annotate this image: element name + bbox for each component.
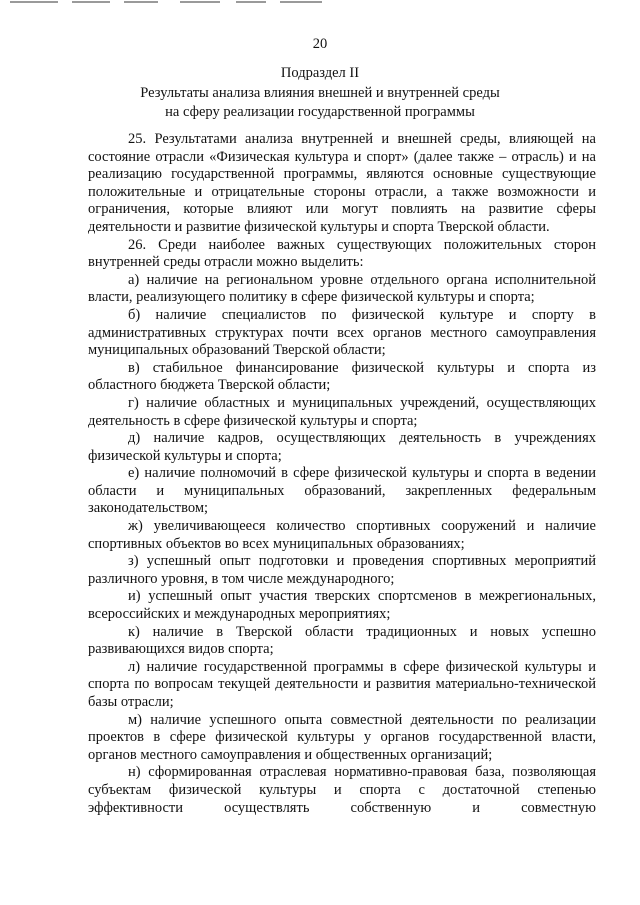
list-item-g: г) наличие областных и муниципальных учреждений, осуществляющих деятельность в сфере физической культуры и спорта; bbox=[88, 394, 596, 429]
paragraph-25: 25. Результатами анализа внутренней и внешней среды, влияющей на состояние отрасли «Физическая культура и спорт» (далее также – отрасль) и на реализацию государственной программы, являются основные существующие положительные и отрицательные стороны отрасли, а также возможности и ограничения, которые влияют или могут повлиять на развитие сферы деятельности и развитие физической культуры и спорта Тверской области. bbox=[88, 131, 596, 235]
list-item-e: е) наличие полномочий в сфере физической культуры и спорта в ведении области и муниципальных образований, закрепленных федеральным законодательством; bbox=[88, 465, 596, 517]
list-item-n: н) сформированная отраслевая нормативно-правовая база, позволяющая субъектам физической культуры и спорта с достаточной степенью эффективности осуществлять собственную и совместную bbox=[88, 764, 596, 816]
list-item-m: м) наличие успешного опыта совместной деятельности по реализации проектов в сфере физической культуры у органов государственной власти, органов местного самоуправления и общественных организаций; bbox=[88, 711, 596, 763]
list-item-d: д) наличие кадров, осуществляющих деятельность в учреждениях физической культуры и спорта; bbox=[88, 430, 596, 464]
section-heading bbox=[100, 64, 540, 123]
list-item-k: к) наличие в Тверской области традиционных и новых успешно развивающихся видов спорта; bbox=[88, 623, 596, 658]
scan-top-edge-marks bbox=[10, 0, 630, 6]
section-heading-line-1: Подраздел II bbox=[280, 65, 360, 81]
document-body bbox=[88, 131, 596, 817]
section-heading-line-3: на сферу реализации государственной программы bbox=[165, 104, 475, 120]
list-item-b: б) наличие специалистов по физической культуре и спорту в административных структурах почти всех органов местного самоуправления муниципальных образований Тверской области; bbox=[88, 306, 596, 359]
list-item-i: и) успешный опыт участия тверских спортсменов в межрегиональных, всероссийских и международных мероприятиях; bbox=[88, 588, 596, 623]
list-item-a: а) наличие на региональном уровне отдельного органа исполнительной власти, реализующего политику в сфере физической культуры и спорта; bbox=[88, 271, 596, 306]
paragraph-26: 26. Среди наиболее важных существующих положительных сторон внутренней среды отрасли можно выделить: bbox=[88, 236, 596, 271]
page-number: 20 bbox=[312, 36, 328, 52]
list-item-l: л) наличие государственной программы в сфере физической культуры и спорта по вопросам текущей деятельности и развития материально-технической базы отрасли; bbox=[88, 658, 596, 710]
list-item-v: в) стабильное финансирование физической культуры и спорта из областного бюджета Тверской области; bbox=[88, 359, 596, 394]
list-item-z: з) успешный опыт подготовки и проведения спортивных мероприятий различного уровня, в том числе международного; bbox=[88, 553, 596, 587]
list-item-zh: ж) увеличивающееся количество спортивных сооружений и наличие спортивных объектов во всех муниципальных образованиях; bbox=[88, 518, 596, 552]
section-heading-line-2: Результаты анализа влияния внешней и внутренней среды bbox=[140, 84, 500, 101]
